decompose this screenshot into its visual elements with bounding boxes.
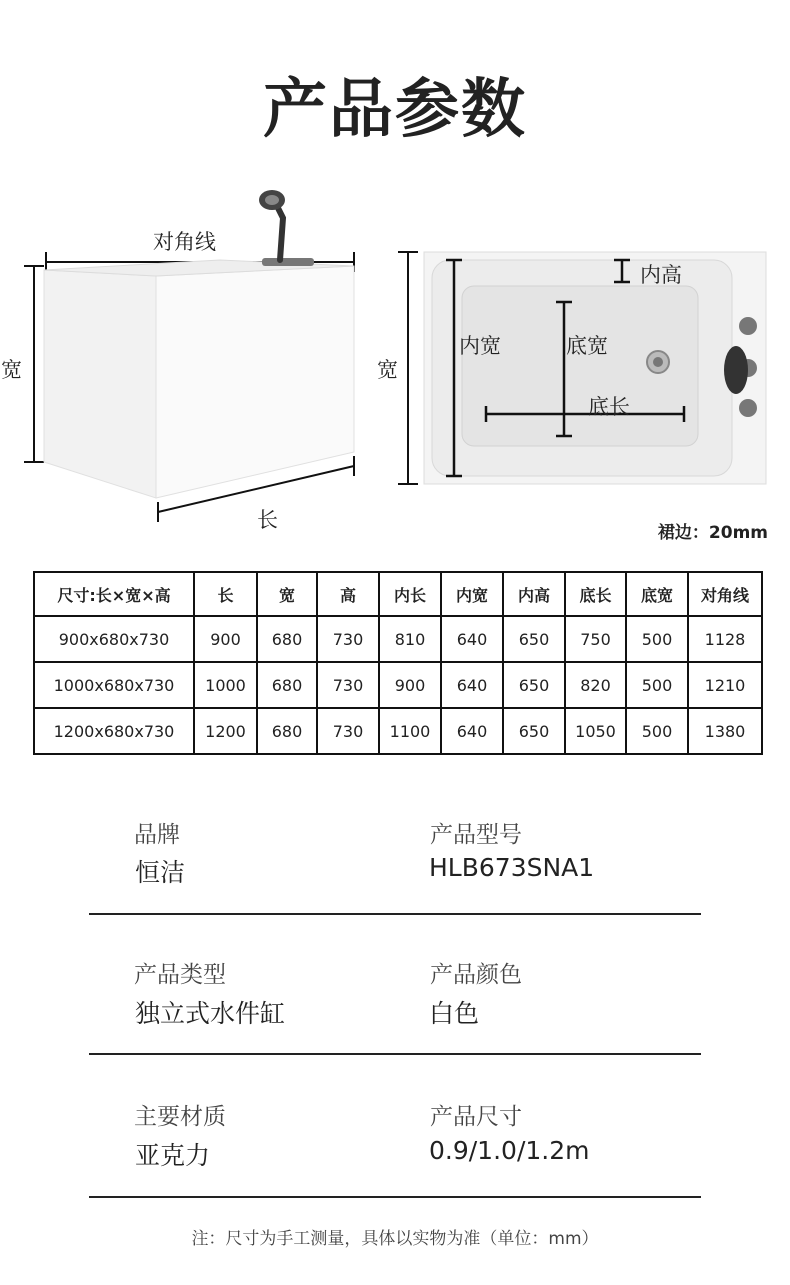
table-cell: 680 xyxy=(257,616,317,662)
inner-height-label: 内高 xyxy=(640,263,682,287)
table-cell: 500 xyxy=(626,662,688,708)
table-cell: 680 xyxy=(257,662,317,708)
table-cell: 900x680x730 xyxy=(34,616,194,662)
type-value: 独立式水件缸 xyxy=(135,999,286,1028)
diagonal-label: 对角线 xyxy=(153,230,216,254)
table-header: 内高 xyxy=(503,572,565,616)
width-label-right: 宽 xyxy=(377,358,398,382)
table-cell: 500 xyxy=(626,616,688,662)
skirt-note: 裙边：20mm xyxy=(657,523,768,543)
table-header: 宽 xyxy=(257,572,317,616)
table-cell: 1050 xyxy=(565,708,626,754)
table-cell: 1200x680x730 xyxy=(34,708,194,754)
table-cell: 500 xyxy=(626,708,688,754)
table-cell: 820 xyxy=(565,662,626,708)
table-cell: 650 xyxy=(503,708,565,754)
table-cell: 750 xyxy=(565,616,626,662)
table-row xyxy=(34,708,762,754)
model-label: 产品型号 xyxy=(430,822,522,848)
material-label: 主要材质 xyxy=(134,1104,226,1130)
table-cell: 1380 xyxy=(688,708,762,754)
table-cell: 1000x680x730 xyxy=(34,662,194,708)
page-title: 产品参数 xyxy=(263,73,527,147)
table-cell: 900 xyxy=(379,662,441,708)
bathtub-top-view-illustration xyxy=(370,240,780,500)
table-cell: 1210 xyxy=(688,662,762,708)
table-header: 尺寸:长×宽×高 xyxy=(34,572,194,616)
table-cell: 650 xyxy=(503,662,565,708)
brand-value: 恒洁 xyxy=(135,858,186,887)
width-label-left: 宽 xyxy=(1,358,22,382)
table-header: 底长 xyxy=(565,572,626,616)
bottom-length-label: 底长 xyxy=(588,395,630,419)
section-divider xyxy=(89,1053,701,1055)
table-header-row xyxy=(34,572,762,616)
table-header: 高 xyxy=(317,572,379,616)
table-cell: 730 xyxy=(317,616,379,662)
footnote: 注：尺寸为手工测量，具体以实物为准（单位：mm） xyxy=(191,1229,599,1249)
type-label: 产品类型 xyxy=(134,962,226,988)
table-cell: 1000 xyxy=(194,662,257,708)
section-divider xyxy=(89,913,701,915)
table-cell: 640 xyxy=(441,708,503,754)
spec-table xyxy=(33,571,763,755)
color-value: 白色 xyxy=(429,999,480,1028)
table-row xyxy=(34,616,762,662)
table-cell: 1100 xyxy=(379,708,441,754)
table-cell: 640 xyxy=(441,616,503,662)
table-cell: 730 xyxy=(317,708,379,754)
table-header: 长 xyxy=(194,572,257,616)
table-cell: 640 xyxy=(441,662,503,708)
table-header: 内长 xyxy=(379,572,441,616)
table-cell: 650 xyxy=(503,616,565,662)
table-cell: 680 xyxy=(257,708,317,754)
table-header: 内宽 xyxy=(441,572,503,616)
size-label: 产品尺寸 xyxy=(430,1104,522,1130)
table-cell: 1128 xyxy=(688,616,762,662)
model-value: HLB673SNA1 xyxy=(429,853,595,882)
length-label: 长 xyxy=(257,508,278,532)
brand-label: 品牌 xyxy=(134,822,180,848)
table-header: 对角线 xyxy=(688,572,762,616)
table-row xyxy=(34,662,762,708)
table-cell: 900 xyxy=(194,616,257,662)
table-cell: 810 xyxy=(379,616,441,662)
size-value: 0.9/1.0/1.2m xyxy=(429,1136,590,1165)
material-value: 亚克力 xyxy=(135,1141,211,1170)
bottom-width-label: 底宽 xyxy=(566,334,608,358)
table-cell: 730 xyxy=(317,662,379,708)
table-cell: 1200 xyxy=(194,708,257,754)
color-label: 产品颜色 xyxy=(430,962,522,988)
section-divider xyxy=(89,1196,701,1198)
table-header: 底宽 xyxy=(626,572,688,616)
inner-width-label: 内宽 xyxy=(459,334,501,358)
